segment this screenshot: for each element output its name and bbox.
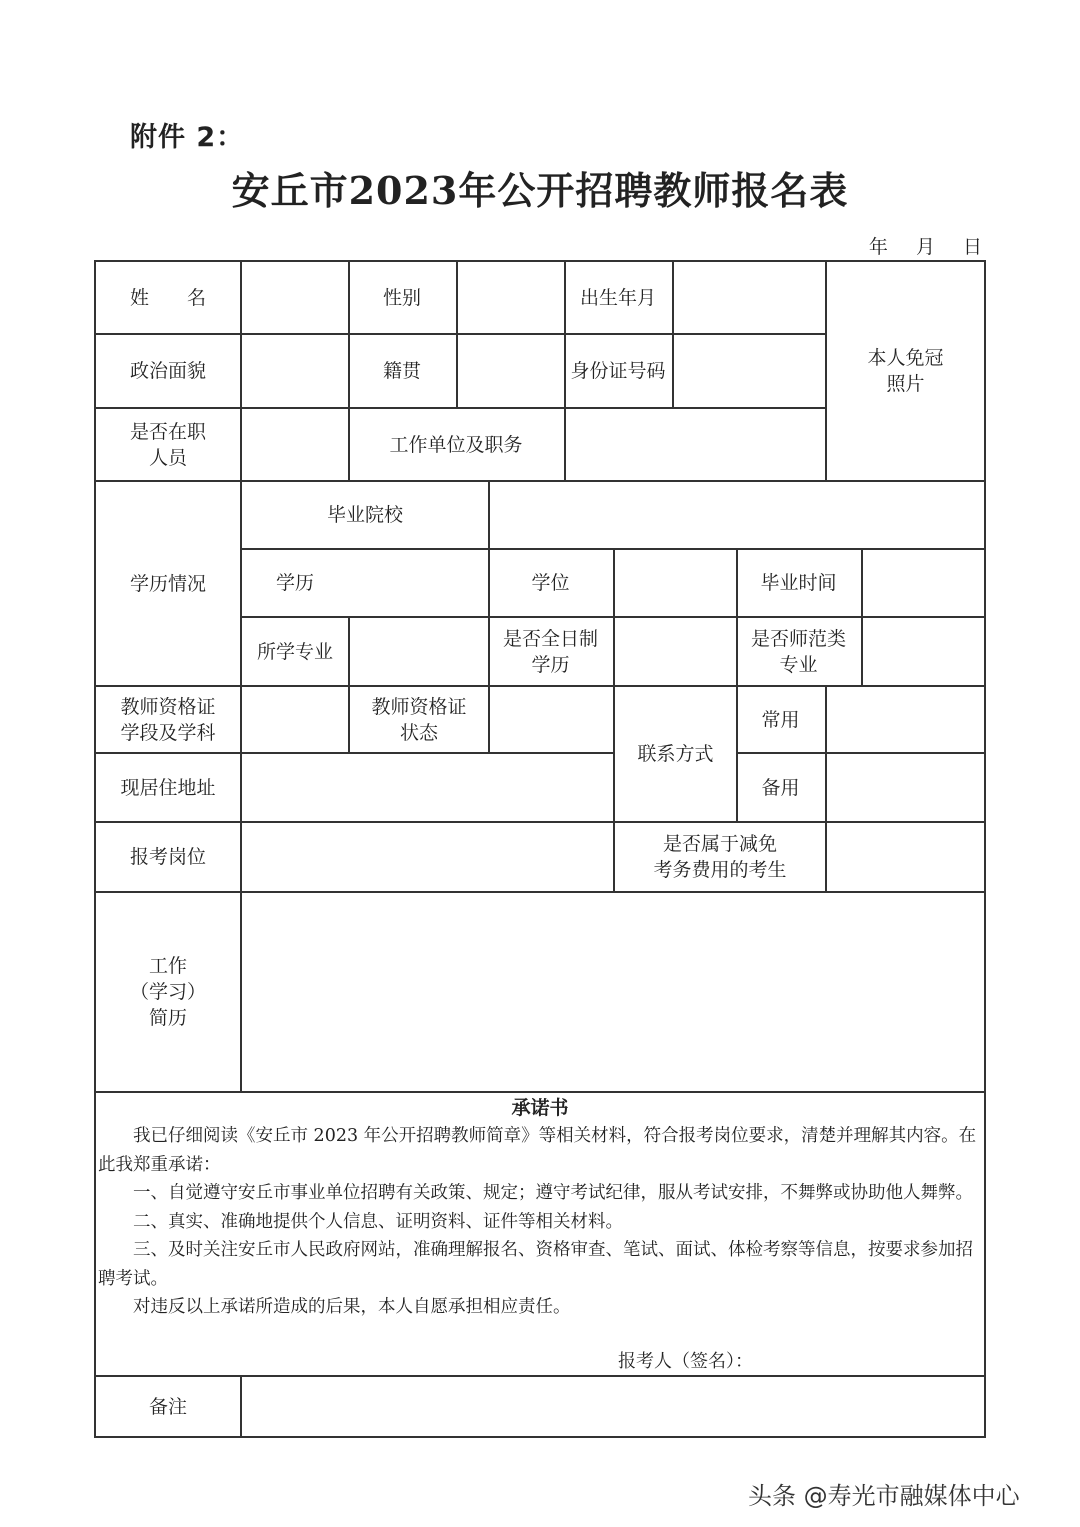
field-political[interactable]: [242, 335, 348, 407]
label-political: 政治面貌: [129, 360, 206, 382]
pledge-paragraph: 一、自觉遵守安丘市事业单位招聘有关政策、规定；遵守考试纪律，服从考试安排，不舞弊或协助他人舞弊。: [133, 1183, 973, 1203]
label-native-place: 籍贯: [382, 360, 421, 382]
field-remarks[interactable]: [242, 1377, 984, 1436]
field-position[interactable]: [242, 823, 613, 891]
label-full-time: 是否全日制 学历: [502, 627, 598, 676]
field-birth[interactable]: [674, 262, 825, 333]
photo-box[interactable]: 本人免冠 照片: [867, 347, 944, 395]
registration-form: [94, 260, 986, 1438]
label-graduated-school: 毕业院校: [326, 504, 403, 526]
label-contact-main: 常用: [761, 708, 800, 731]
pledge-title: 承诺书: [511, 1097, 569, 1119]
field-native-place[interactable]: [458, 335, 564, 407]
date-line: 年 月 日: [868, 236, 982, 258]
label-employer: 工作单位及职务: [389, 433, 523, 456]
field-cert-level[interactable]: [242, 687, 348, 752]
field-contact-backup[interactable]: [827, 754, 984, 821]
label-name: 姓 名: [129, 286, 206, 309]
field-education[interactable]: [350, 550, 488, 616]
field-employed[interactable]: [242, 409, 348, 480]
attachment-label: 附件 2：: [130, 122, 245, 153]
field-contact-main[interactable]: [827, 687, 984, 752]
field-degree[interactable]: [615, 550, 736, 616]
field-fee-waiver[interactable]: [827, 823, 984, 891]
form-title: 安丘市2023年公开招聘教师报名表: [231, 168, 849, 213]
label-normal-major: 是否师范类 专业: [750, 627, 846, 676]
field-name[interactable]: [242, 262, 348, 333]
label-employed: 是否在职 人员: [129, 420, 206, 469]
field-normal-major[interactable]: [863, 618, 984, 685]
label-graduation-time: 毕业时间: [760, 572, 837, 594]
label-address: 现居住地址: [120, 776, 216, 799]
field-id-number[interactable]: [674, 335, 825, 407]
label-education: 学历: [275, 572, 314, 594]
signature-label: 报考人（签名）：: [618, 1351, 753, 1372]
field-resume[interactable]: [242, 893, 984, 1091]
field-major[interactable]: [350, 618, 488, 685]
footer-watermark: 头条 @寿光市融媒体中心: [748, 1482, 1020, 1510]
label-fee-waiver: 是否属于减免 考务费用的考生: [653, 833, 787, 881]
label-degree: 学位: [531, 572, 570, 594]
field-graduation-time[interactable]: [863, 550, 984, 616]
pledge-paragraph: 三、及时关注安丘市人民政府网站，准确理解报名、资格审查、笔试、面试、体检考察等信息，按要求参加招聘考试。: [98, 1240, 973, 1289]
label-cert-level: 教师资格证 学段及学科: [120, 695, 216, 744]
label-major: 所学专业: [256, 640, 333, 663]
label-gender: 性别: [382, 286, 421, 309]
label-resume: 工作 （学习） 简历: [129, 955, 206, 1029]
pledge-paragraph: 对违反以上承诺所造成的后果，本人自愿承担相应责任。: [133, 1297, 571, 1317]
label-contact: 联系方式: [637, 743, 714, 765]
label-birth: 出生年月: [579, 286, 656, 309]
field-address[interactable]: [242, 754, 613, 821]
field-cert-status[interactable]: [490, 687, 613, 752]
pledge-paragraph: 二、真实、准确地提供个人信息、证明资料、证件等相关材料。: [133, 1211, 623, 1232]
field-full-time[interactable]: [615, 618, 736, 685]
label-education-situation: 学历情况: [129, 572, 206, 595]
field-employer[interactable]: [566, 409, 825, 480]
label-contact-backup: 备用: [761, 776, 800, 799]
label-id-number: 身份证号码: [570, 360, 666, 382]
label-cert-status: 教师资格证 状态: [371, 695, 467, 744]
pledge-paragraph: 我已仔细阅读《安丘市 2023 年公开招聘教师简章》等相关材料，符合报考岗位要求，清楚并理解其内容。在此我郑重承诺：: [98, 1126, 977, 1175]
field-graduated-school[interactable]: [490, 482, 984, 548]
label-position: 报考岗位: [129, 846, 206, 868]
pledge-section: [96, 1094, 984, 1378]
label-remarks: 备注: [148, 1395, 187, 1418]
field-gender[interactable]: [458, 262, 564, 333]
